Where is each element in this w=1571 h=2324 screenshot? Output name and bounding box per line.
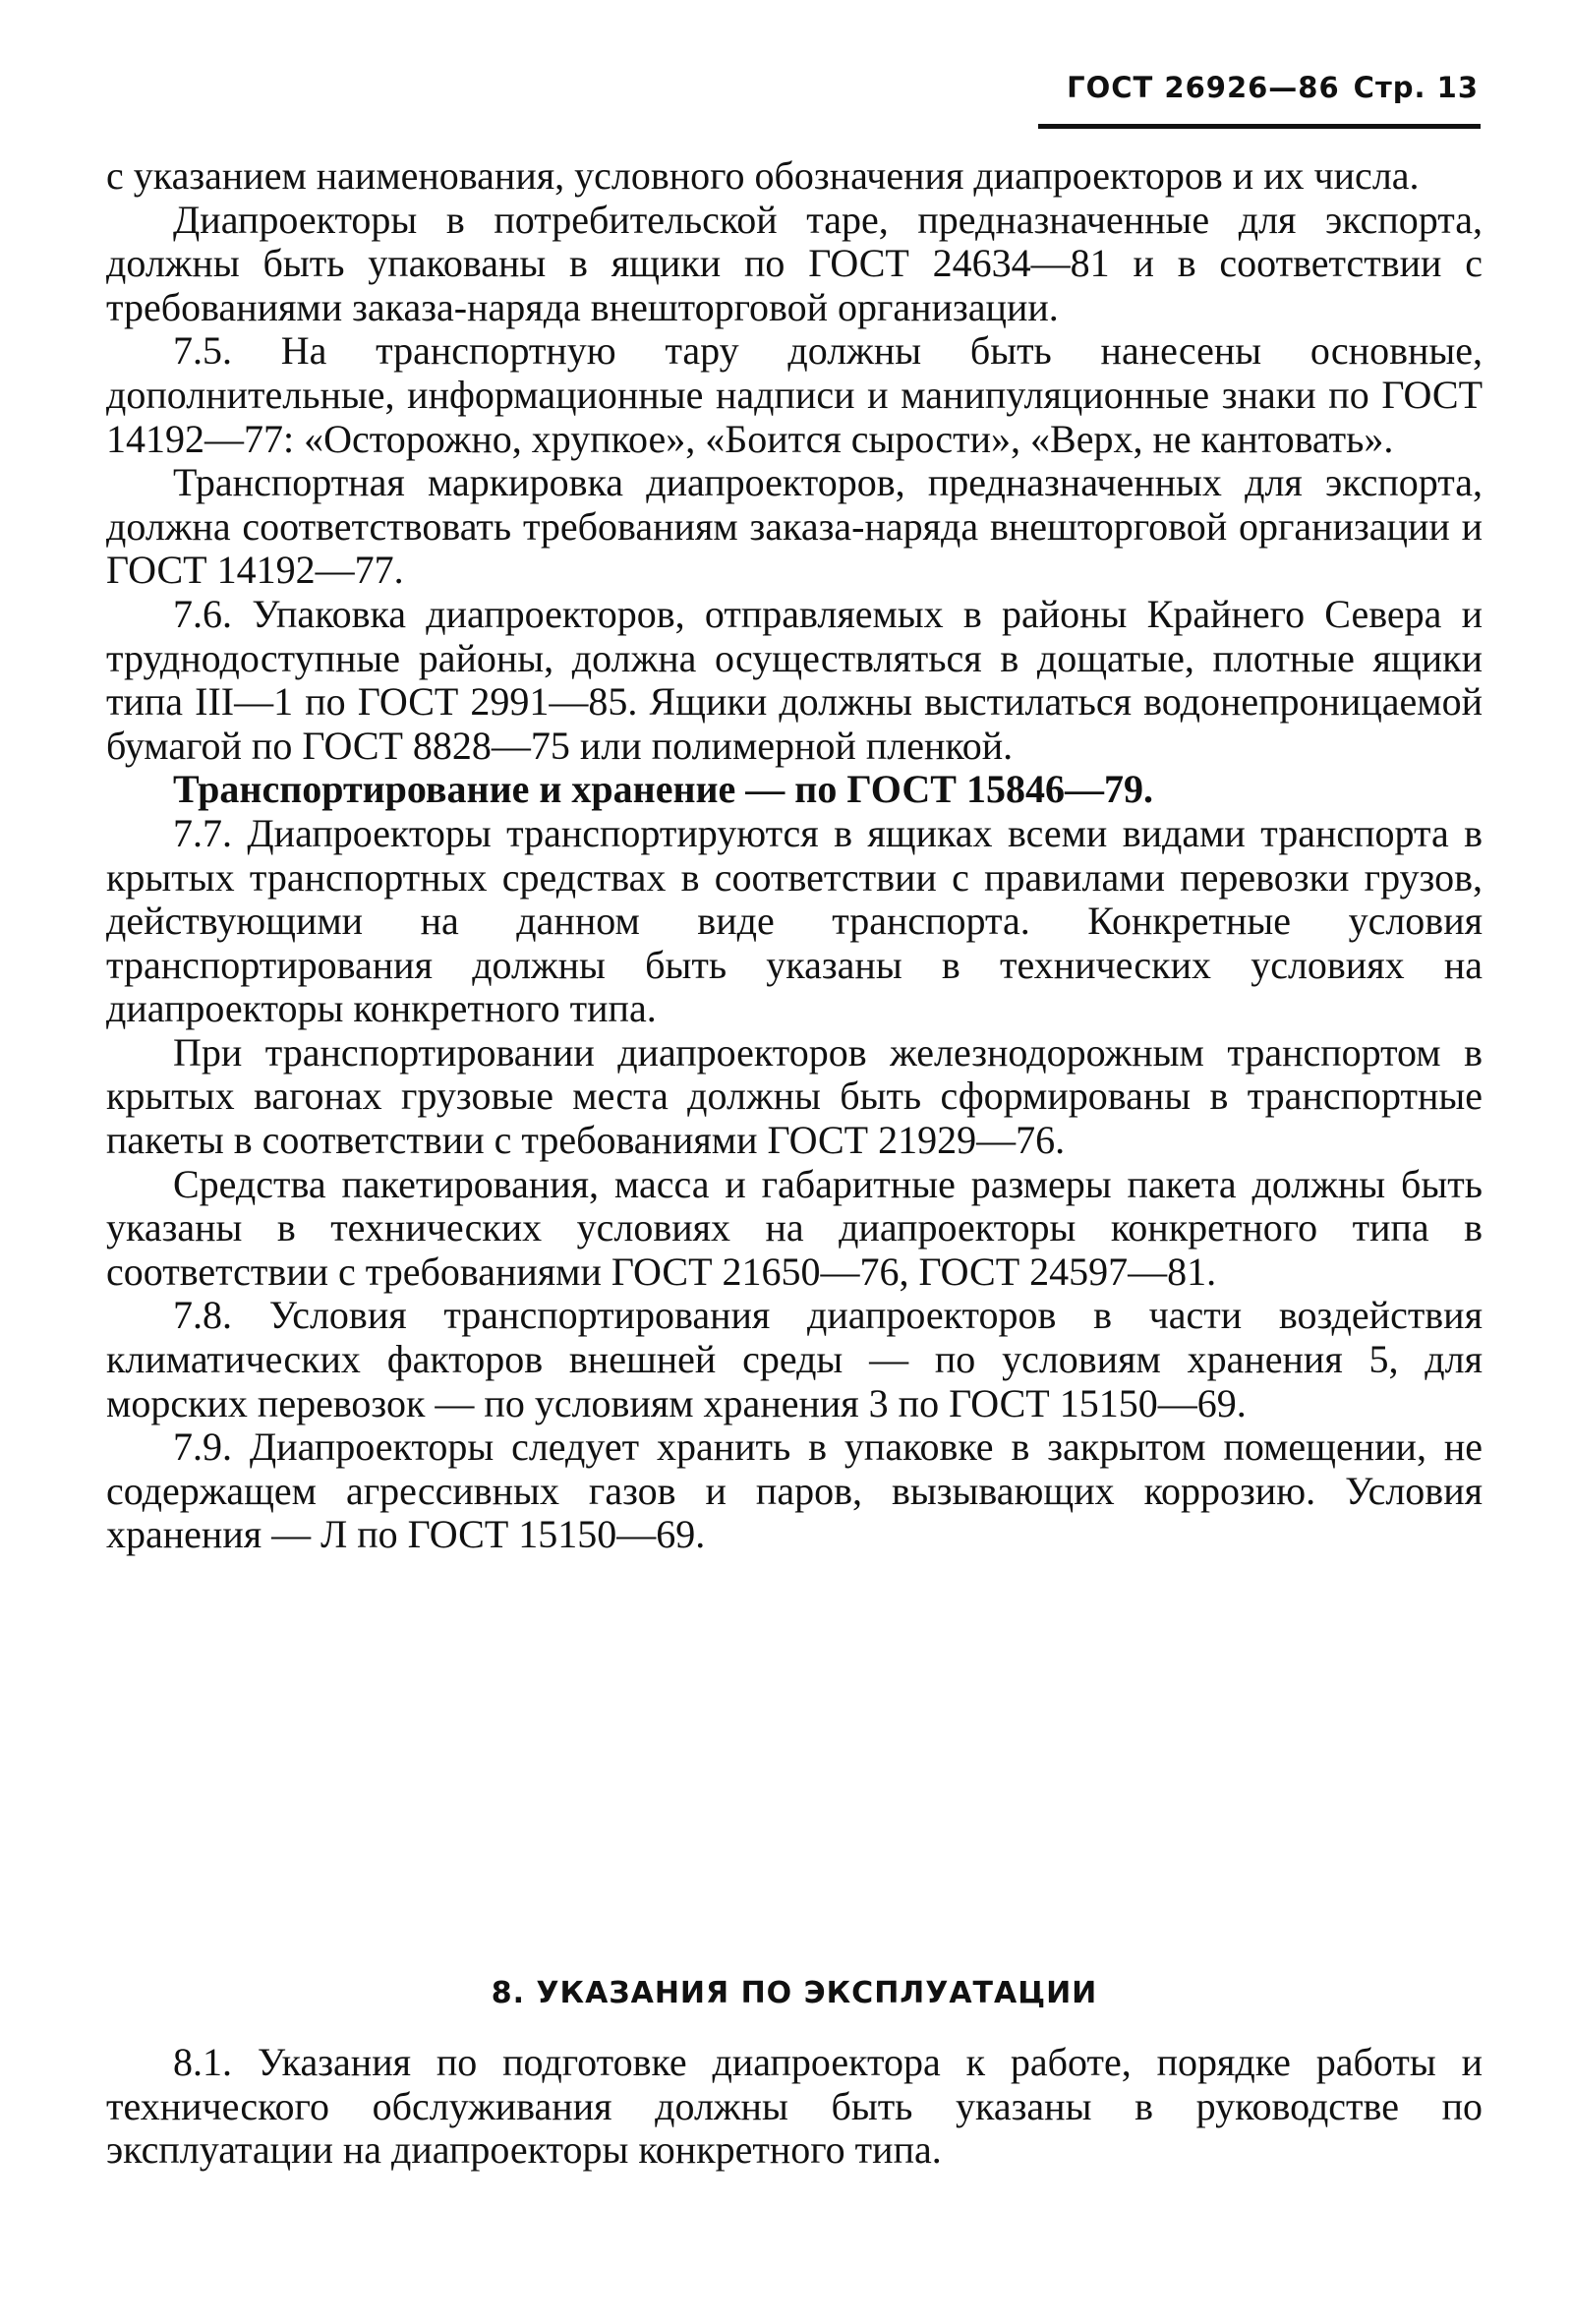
paragraph-export-marking: Транспортная маркировка диапроекторов, предназначенных для экспорта, должна соответствовать требованиям заказа-наряда внешторговой организации и ГОСТ 14192—77. [106,460,1483,593]
paragraph-transport-storage: Транспортирование и хранение — по ГОСТ 15846—79. [173,767,1153,812]
page-number: Стр. 13 [1353,71,1479,104]
paragraph-packaging-means: Средства пакетирования, масса и габаритные размеры пакета должны быть указаны в технических условиях на диапроекторы конкретного типа в соответствии с требованиями ГОСТ 21650—76, ГОСТ 24597—81. [106,1161,1483,1294]
section-8-heading: 8. УКАЗАНИЯ ПО ЭКСПЛУАТАЦИИ [491,1976,1098,2010]
paragraph-railway-transport: При транспортировании диапроекторов железнодорожным транспортом в крытых вагонах грузовые места должны быть сформированы в транспортные пакеты в соответствии с требованиями ГОСТ 21929—76. [106,1029,1483,1163]
paragraph-continuation: с указанием наименования, условного обозначения диапроекторов и их числа. [106,153,1420,198]
standard-number: ГОСТ 26926—86 [1067,71,1340,104]
running-head [1026,71,1479,104]
paragraph-7-8: 7.8. Условия транспортирования диапроекторов в части воздействия климатических факторов внешней среды — по условиям хранения 5, для морских перевозок — по условиям хранения 3 по ГОСТ 15150—69. [106,1293,1483,1425]
paragraph-8-1: 8.1. Указания по подготовке диапроектора к работе, порядке работы и технического обслуживания должны быть указаны в руководстве по эксплуатации на диапроекторы конкретного типа. [106,2040,1483,2173]
header-rule [1038,124,1481,129]
paragraph-export-packaging: Диапроекторы в потребительской таре, предназначенные для экспорта, должны быть упакованы в ящики по ГОСТ 24634—81 и в соответствии с требованиями заказа-наряда внешторговой организации. [106,197,1483,329]
paragraph-7-5: 7.5. На транспортную тару должны быть нанесены основные, дополнительные, информационные надписи и манипуляционные знаки по ГОСТ 14192—77: «Осторожно, хрупкое», «Боится сырости», «Верх, не кантовать». [106,328,1483,461]
section-8-text [106,2041,1483,2173]
paragraph-7-7: 7.7. Диапроекторы транспортируются в ящиках всеми видами транспорта в крытых транспортных средствах в соответствии с правилами перевозки грузов, действующими на данном виде транспорта. Конкретные условия транспортирования должны быть указаны в технических условиях на диапроекторы конкретного типа. [106,810,1483,1031]
paragraph-7-9: 7.9. Диапроекторы следует хранить в упаковке в закрытом помещении, не содержащем агрессивных газов и паров, вызывающих коррозию. Условия хранения — Л по ГОСТ 15150—69. [106,1424,1483,1557]
paragraph-7-6: 7.6. Упаковка диапроекторов, отправляемых в районы Крайнего Севера и труднодоступные районы, должна осуществляться в дощатые, плотные ящики типа III—1 по ГОСТ 2991—85. Ящики должны выстилаться водонепроницаемой бумагой по ГОСТ 8828—75 или полимерной пленкой. [106,591,1483,768]
section-7-text [106,154,1483,1557]
